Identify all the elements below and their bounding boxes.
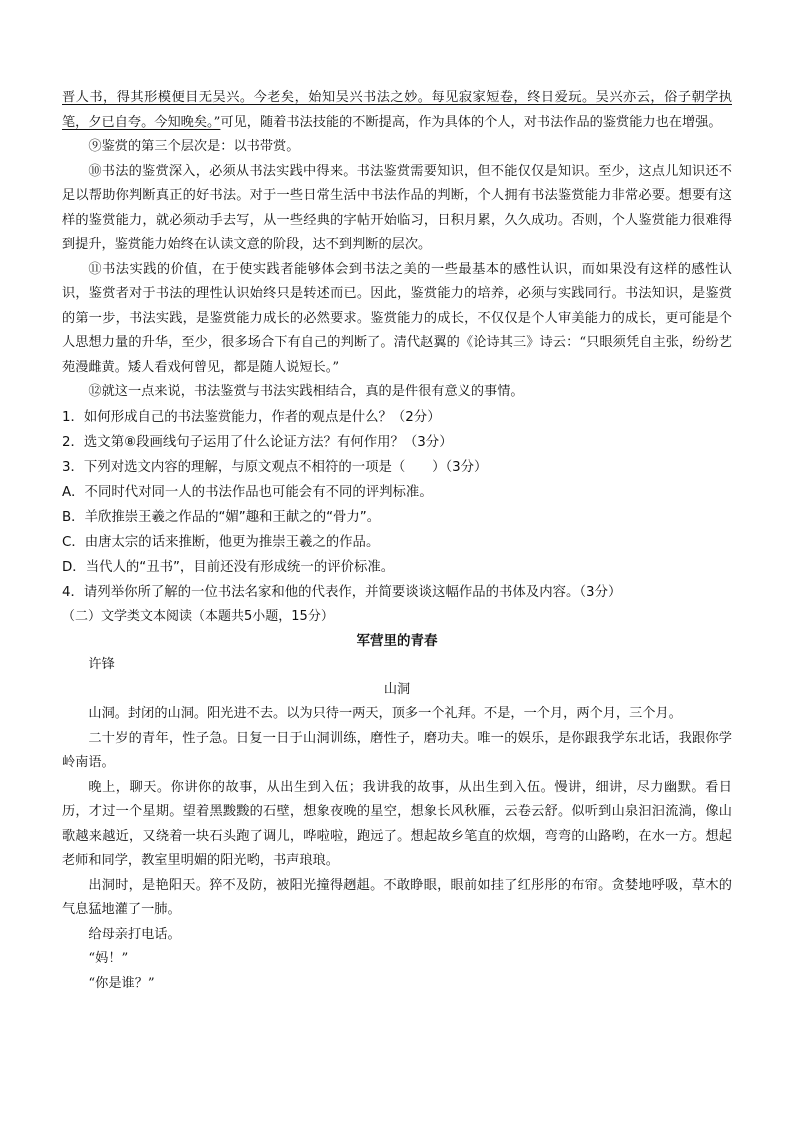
story-paragraph: 出洞时，是艳阳天。猝不及防，被阳光撞得趔趄。不敢睁眼，眼前如挂了红彤彤的布帘。贪婪地呼吸，草木的气息猛地灌了一肺。 <box>62 877 732 917</box>
document-page <box>62 86 732 996</box>
question-1: 1．如何形成自己的书法鉴赏能力，作者的观点是什么？（2分） <box>62 409 441 425</box>
paragraph-10: ⑩书法的鉴赏深入，必须从书法实践中得来。书法鉴赏需要知识，但不能仅仅是知识。至少，这点儿知识还不足以帮助你判断真正的好书法。对于一些日常生活中书法作品的判断，个人拥有书法鉴赏能力非常必要。想要有这样的鉴赏能力，就必须动手去写，从一些经典的字帖开始临习，日积月累，久久成功。否则，个人鉴赏能力很难得到提升，鉴赏能力始终在认读文意的阶段，达不到判断的层次。 <box>62 163 732 252</box>
question-2: 2．选文第⑧段画线句子运用了什么论证方法？有何作用？（3分） <box>62 434 453 450</box>
option-d: D．当代人的“丑书”，目前还没有形成统一的评价标准。 <box>62 559 395 575</box>
story-paragraph: 山洞。封闭的山洞。阳光进不去。以为只待一两天，顶多一个礼拜。不是，一个月，两个月，三个月。 <box>88 706 682 721</box>
question-3: 3．下列对选文内容的理解，与原文观点不相符的一项是（ ）（3分） <box>62 459 488 475</box>
story-paragraph: 给母亲打电话。 <box>88 926 181 942</box>
story-paragraph: “妈！” <box>88 951 129 966</box>
option-a: A．不同时代对同一人的书法作品也可能会有不同的评判标准。 <box>62 484 433 500</box>
section-heading: （二）文学类文本阅读（本题共5小题，15分） <box>62 608 334 624</box>
story-paragraph: 二十岁的青年，性子急。日复一日于山洞训练，磨性子，磨功夫。唯一的娱乐，是你跟我学东北话，我跟你学岭南语。 <box>62 730 732 770</box>
question-4: 4．请列举你所了解的一位书法名家和他的代表作，并简要谈谈这幅作品的书体及内容。（3分） <box>62 584 622 600</box>
underlined-sentence: 晋人书，得其形模便目无吴兴。今老矣，始知吴兴书法之妙。每见寂家短卷，终日爱玩。吴兴亦云，俗子朝学执笔，夕已自夸。今知晚矣。” <box>62 90 732 130</box>
story-title: 军营里的青春 <box>356 632 438 649</box>
paragraph-11: ⑪书法实践的价值，在于使实践者能够体会到书法之美的一些最基本的感性认识，而如果没有这样的感性认识，鉴赏者对于书法的理性认识始终只是转述而已。因此，鉴赏能力的培养，必须与实践同行。书法知识，是鉴赏的第一步，书法实践，是鉴赏能力成长的必然要求。鉴赏能力的成长，不仅仅是个人审美能力的成长，更可能是个人思想力量的升华，至少，很多场合下有自己的判断了。清代赵翼的《论诗其三》诗云：“只眼须凭自主张，纷纷艺苑漫雌黄。矮人看戏何曾见，都是随人说短长。” <box>62 261 732 375</box>
story-paragraph: 晚上，聊天。你讲你的故事，从出生到入伍；我讲我的故事，从出生到入伍。慢讲，细讲，尽力幽默。看日历，才过一个星期。望着黑黢黢的石壁，想象夜晚的星空，想象长风秋雁，云卷云舒。似听到山泉汩汩流淌，像山歌越来越近，又绕着一块石头跑了调儿，哗啦啦，跑远了。想起故乡笔直的炊烟，弯弯的山路哟，在水一方。想起老师和同学，教室里明媚的阳光哟，书声琅琅。 <box>62 779 732 868</box>
option-c: C．由唐太宗的话来推断，他更为推崇王羲之的作品。 <box>62 534 380 550</box>
paragraph-8-rest: 可见，随着书法技能的不断提高，作为具体的个人，对书法作品的鉴赏能力也在增强。 <box>220 114 722 130</box>
story-author: 许锋 <box>88 657 115 672</box>
story-subtitle: 山洞 <box>383 681 411 697</box>
paragraph-9: ⑨鉴赏的第三个层次是：以书带赏。 <box>88 139 300 154</box>
paragraph-8 <box>62 86 732 135</box>
paragraph-12: ⑫就这一点来说，书法鉴赏与书法实践相结合，真的是件很有意义的事情。 <box>88 384 524 399</box>
option-b: B．羊欣推崇王羲之作品的“媚”趣和王献之的“骨力”。 <box>62 509 381 525</box>
story-paragraph: “你是谁？” <box>88 975 155 991</box>
